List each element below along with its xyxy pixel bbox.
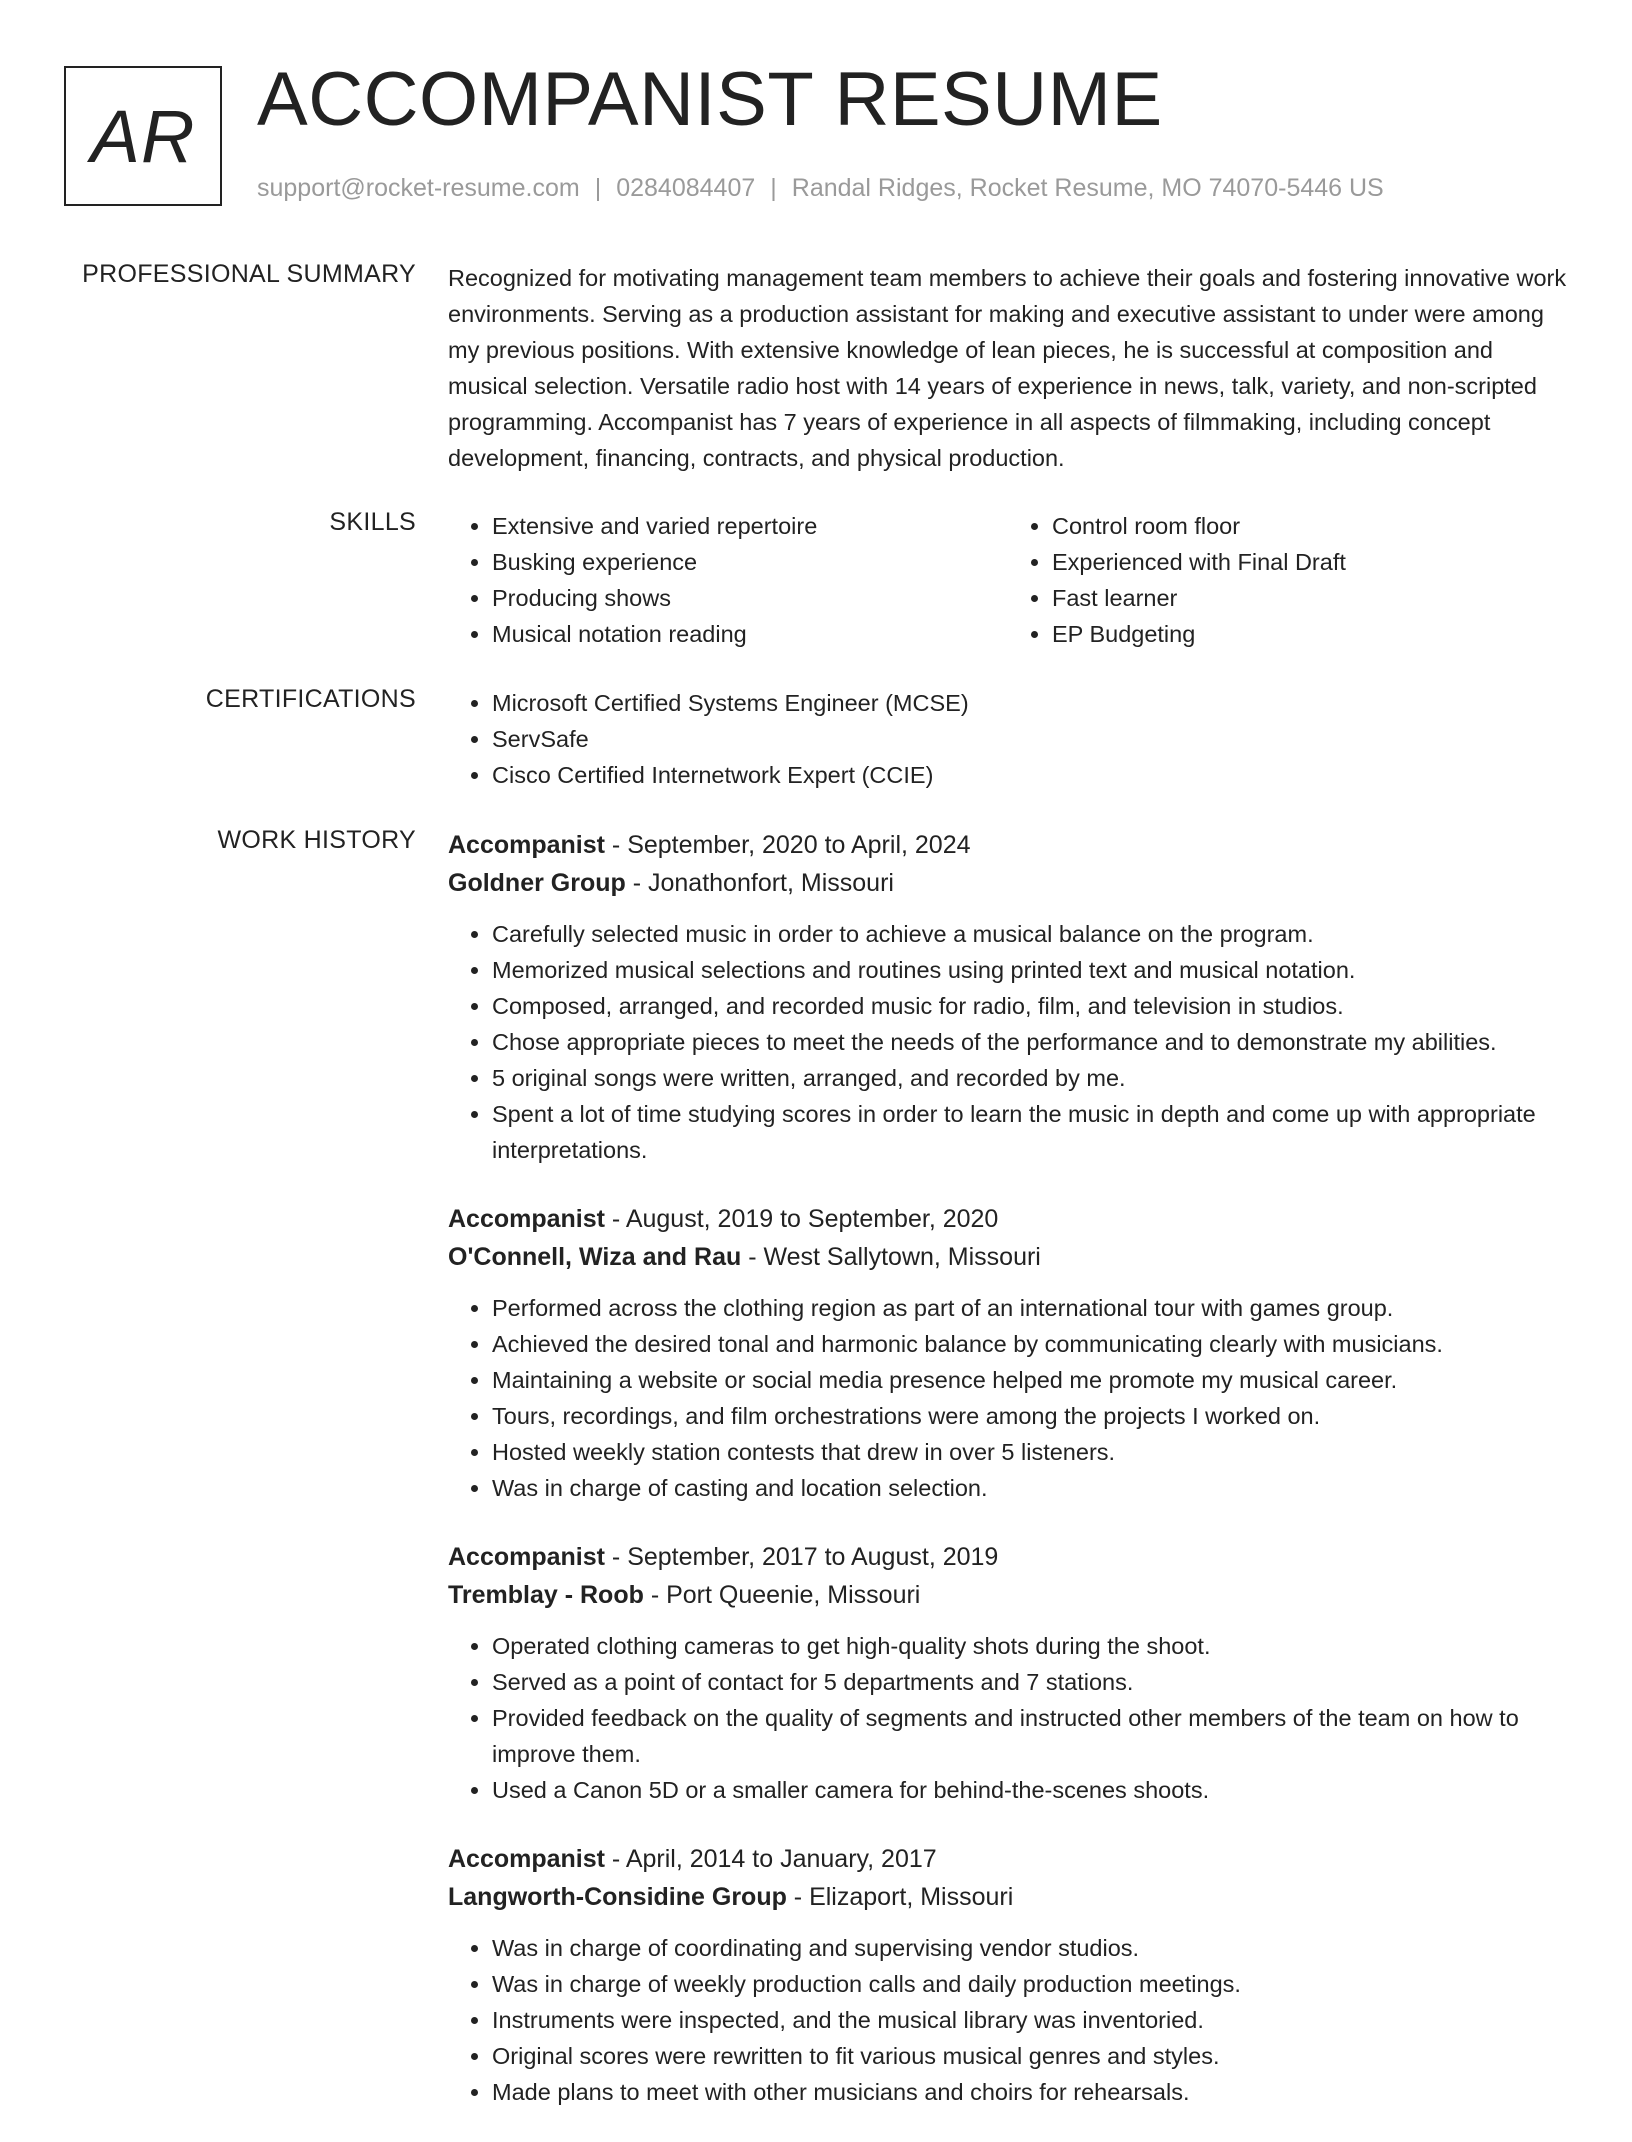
- company-name: Tremblay - Roob: [448, 1581, 644, 1609]
- job-bullet: • Tours, recordings, and film orchestrations were among the projects I worked on.: [492, 1398, 1568, 1434]
- job-location: - West Sallytown, Missouri: [741, 1243, 1041, 1271]
- job-bullet: • Maintaining a website or social media presence helped me promote my musical career.: [492, 1362, 1568, 1398]
- job-bullet: • Provided feedback on the quality of segments and instructed other members of the team on how to improve them.: [492, 1700, 1568, 1772]
- job-bullet: • Hosted weekly station contests that drew in over 5 listeners.: [492, 1434, 1568, 1470]
- certifications-list: [448, 685, 1568, 793]
- job-bullet: • Performed across the clothing region as part of an international tour with games group.: [492, 1290, 1568, 1326]
- job-bullet: • Instruments were inspected, and the musical library was inventoried.: [492, 2002, 1568, 2038]
- address: Randal Ridges, Rocket Resume, MO 74070-5446 US: [791, 174, 1384, 202]
- separator: |: [770, 174, 777, 202]
- email-link[interactable]: support@rocket-resume.com: [257, 174, 580, 202]
- job-bullet: • Memorized musical selections and routines using printed text and musical notation.: [492, 952, 1568, 988]
- job-title: Accompanist: [448, 1845, 605, 1873]
- job-bullet: • Chose appropriate pieces to meet the needs of the performance and to demonstrate my abilities.: [492, 1024, 1568, 1060]
- job-dates: - August, 2019 to September, 2020: [604, 1205, 999, 1233]
- job-bullet: • Original scores were rewritten to fit various musical genres and styles.: [492, 2038, 1568, 2074]
- job-location: - Port Queenie, Missouri: [643, 1581, 921, 1609]
- job-bullets: [448, 1628, 1568, 1808]
- skill-item: • Extensive and varied repertoire: [492, 508, 1008, 544]
- certifications-heading: CERTIFICATIONS: [205, 685, 416, 713]
- certification-item: • ServSafe: [492, 721, 1568, 757]
- certification-item: • Cisco Certified Internetwork Expert (CCIE): [492, 757, 1568, 793]
- company-name: Langworth-Considine Group: [448, 1883, 787, 1911]
- job-bullet: • 5 original songs were written, arranged, and recorded by me.: [492, 1060, 1568, 1096]
- company-name: O'Connell, Wiza and Rau: [448, 1243, 742, 1271]
- separator: |: [594, 174, 602, 202]
- job-bullets: [448, 916, 1568, 1168]
- job-bullets: [448, 1290, 1568, 1506]
- contact-line: [257, 174, 1384, 203]
- job-location: - Jonathonfort, Missouri: [625, 869, 894, 897]
- resume-title: ACCOMPANIST RESUME: [257, 57, 1163, 142]
- job-dates: - September, 2020 to April, 2024: [604, 831, 971, 859]
- skill-item: • Producing shows: [492, 580, 1008, 616]
- skill-item: • Experienced with Final Draft: [1052, 544, 1568, 580]
- job-bullet: • Made plans to meet with other musicians and choirs for rehearsals.: [492, 2074, 1568, 2110]
- skills-list-right: [1008, 508, 1568, 652]
- job-bullet: • Achieved the desired tonal and harmonic balance by communicating clearly with musicians.: [492, 1326, 1568, 1362]
- job-entry: [448, 1538, 1568, 1808]
- job-bullet: • Operated clothing cameras to get high-quality shots during the shoot.: [492, 1628, 1568, 1664]
- job-entry: [448, 826, 1568, 1168]
- job-location: - Elizaport, Missouri: [786, 1883, 1014, 1911]
- certification-item: • Microsoft Certified Systems Engineer (MCSE): [492, 685, 1568, 721]
- phone-number: 0284084407: [616, 174, 756, 202]
- job-title: Accompanist: [448, 831, 605, 859]
- job-entry: [448, 1200, 1568, 1506]
- job-title: Accompanist: [448, 1205, 605, 1233]
- summary-text: Recognized for motivating management team members to achieve their goals and fostering innovative work environments. Serving as a production assistant for making and executive assistant to under were among my previous positions. With extensive knowledge of lean pieces, he is successful at composition and musical selection. Versatile radio host with 14 years of experience in news, talk, variety, and non-scripted programming. Accompanist has 7 years of experience in all aspects of filmmaking, including concept development, financing, contracts, and physical production.: [448, 265, 1567, 471]
- job-dates: - April, 2014 to January, 2017: [604, 1845, 937, 1873]
- job-bullet: • Served as a point of contact for 5 departments and 7 stations.: [492, 1664, 1568, 1700]
- job-bullet: • Carefully selected music in order to achieve a musical balance on the program.: [492, 916, 1568, 952]
- job-bullet: • Was in charge of casting and location selection.: [492, 1470, 1568, 1506]
- job-bullet: • Was in charge of weekly production calls and daily production meetings.: [492, 1966, 1568, 2002]
- skill-item: • Control room floor: [1052, 508, 1568, 544]
- job-bullet: • Spent a lot of time studying scores in order to learn the music in depth and come up with appropriate interpretations.: [492, 1096, 1568, 1168]
- company-name: Goldner Group: [448, 869, 626, 897]
- monogram-logo: AR: [64, 66, 222, 206]
- job-title: Accompanist: [448, 1543, 605, 1571]
- skill-item: • Musical notation reading: [492, 616, 1008, 652]
- job-bullet: • Used a Canon 5D or a smaller camera for behind-the-scenes shoots.: [492, 1772, 1568, 1808]
- job-bullet: • Was in charge of coordinating and supervising vendor studios.: [492, 1930, 1568, 1966]
- skills-list-left: [448, 508, 1008, 652]
- job-bullets: [448, 1930, 1568, 2110]
- job-dates: - September, 2017 to August, 2019: [604, 1543, 999, 1571]
- skill-item: • Fast learner: [1052, 580, 1568, 616]
- skills-heading: SKILLS: [329, 508, 416, 536]
- summary-heading: PROFESSIONAL SUMMARY: [82, 260, 416, 288]
- skill-item: • EP Budgeting: [1052, 616, 1568, 652]
- job-entry: [448, 1840, 1568, 2110]
- skill-item: • Busking experience: [492, 544, 1008, 580]
- work-history-heading: WORK HISTORY: [217, 826, 416, 854]
- job-bullet: • Composed, arranged, and recorded music for radio, film, and television in studios.: [492, 988, 1568, 1024]
